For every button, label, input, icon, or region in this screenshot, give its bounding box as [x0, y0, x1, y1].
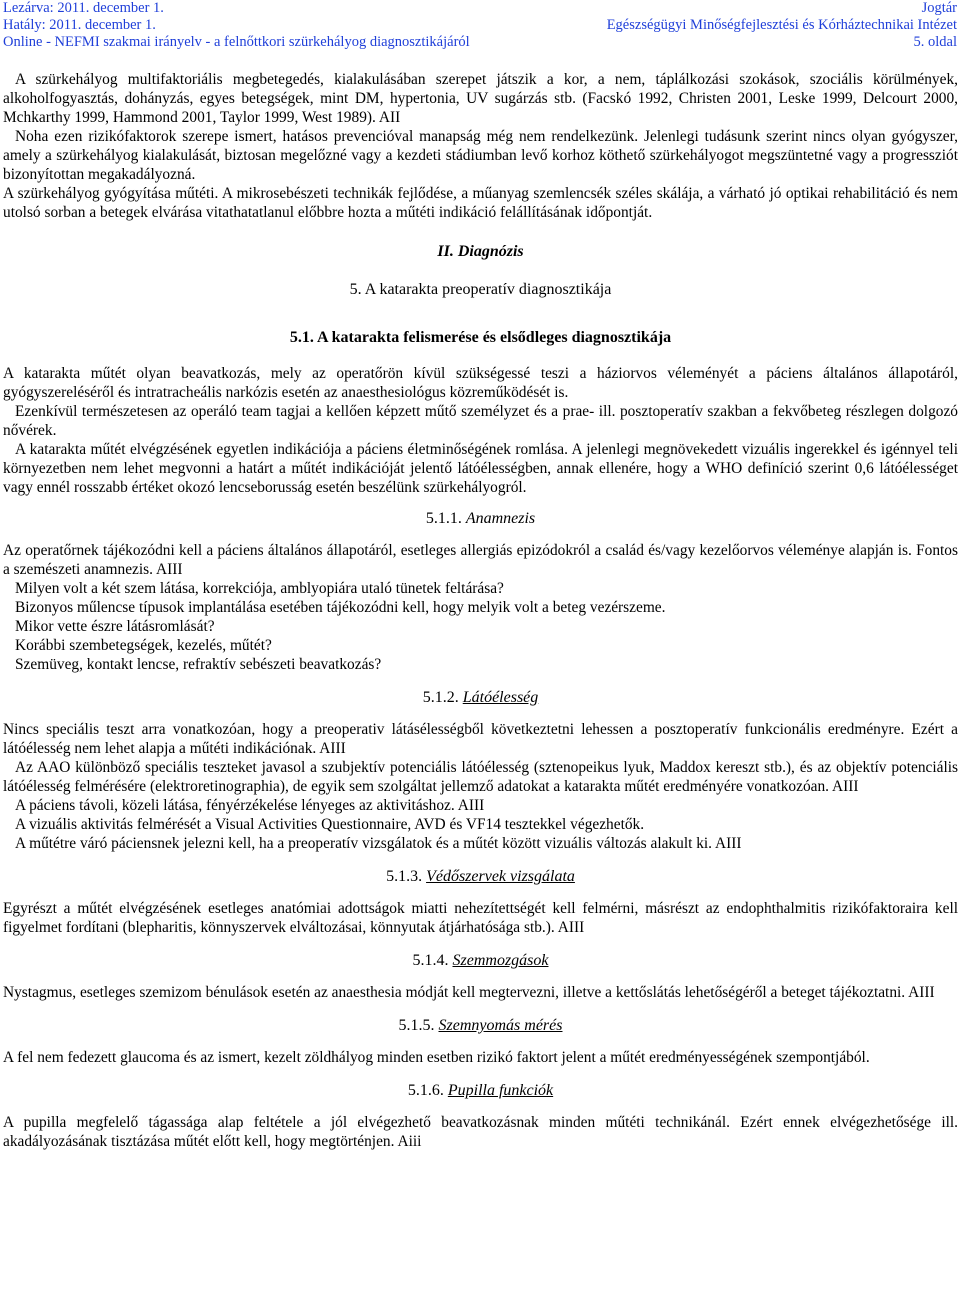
question-glasses: Szemüveg, kontakt lencse, refraktív sebészeti beavatkozás?	[15, 656, 382, 673]
paragraph-eye-movements: Nystagmus, esetleges szemizom bénulások esetén az anaesthesia módját kell megtervezni, illetve a kettőslátás lehetőségéről a beteget tájékoztatni. AIII	[3, 984, 935, 1001]
document-title: Online - NEFMI szakmai irányelv - a felnőttkori szürkehályog diagnosztikájáról	[3, 34, 470, 50]
paragraph-no-test: Nincs speciális teszt arra vonatkozóan, hogy a preoperativ látásélességből következtetni lehessen a posztoperatív funkcionális eredményre. Ezért a látóélesség nem lehet alapja a műtéti indikációnak. AIII	[3, 721, 958, 757]
paragraph-prevention: Noha ezen rizikófaktorok szerepe ismert, hatásos prevencióval manapság még nem rendelkezünk. Jelenlegi tudásunk szerint nincs olyan gyógyszer, amely a szürkehályog kialakulását, biztosan megelőzné vagy a kezdeti stádiumban levő korhoz köthető szürkehályogot megszüntetné vagy a progressziót bizonyítottan megakadályozná.	[3, 128, 958, 183]
document-body	[3, 62, 958, 1151]
paragraph-far-near-vision: A páciens távoli, közeli látása, fényérzékelése lényeges az aktivitáshoz. AIII	[15, 797, 485, 814]
question-eye-sight: Milyen volt a két szem látása, korrekciója, amblyopiára utaló tünetek feltárása?	[15, 580, 504, 597]
publisher-name: Jogtár	[921, 0, 957, 16]
effective-date: Hatály: 2011. december 1.	[3, 17, 156, 33]
paragraph-team: Ezenkívül természetesen az operáló team tagjai a kellően képzett műtő személyzet és a prae- ill. posztoperatív szakban a fekvőbeteg részlegen dolgozó nővérek.	[3, 403, 958, 439]
paragraph-eye-pressure: A fel nem fedezett glaucoma és az ismert, kezelt zöldhályog minden esetben rizikó faktort jelent a műtét eredményességének szempontjából.	[3, 1049, 870, 1066]
paragraph-visual-change: A műtétre váró páciensnek jelezni kell, ha a preoperatív vizsgálatok és a műtét között vizuális változás alakult ki. AIII	[15, 835, 742, 852]
heading-anamnesis-text: Anamnezis	[465, 510, 536, 527]
heading-pupil-functions: 5.1.6. Pupilla funkciók	[407, 1082, 554, 1099]
heading-protective-organs: 5.1.3. Védőszervek vizsgálata	[386, 868, 575, 885]
paragraph-surgical-treatment: A szürkehályog gyógyítása műtéti. A mikrosebészeti technikák fejlődése, a műanyag szemlencsék széles skálája, a várható jó optikai rehabilitáció és nem utolsó sorban a betegek elvárása vitathatatlanul előbbre hozta a műtéti indikáció felállításának időpontját.	[3, 185, 958, 221]
paragraph-visual-activity: A vizuális aktivitás felmérését a Visual Activities Questionnaire, AVD és VF14 tesztekkel végezhetők.	[15, 816, 645, 833]
paragraph-indication: A katarakta műtét elvégzésének egyetlen indikációja a páciens életminőségének romlása. A jelenlegi megnövekedett vizuális ingerekkel és igénnyel teli környezetben nem lehet megvonni a határt a műtét indikációját jelentő látóélességben, annak ellenére, hogy a WHO definíció szerint 0,6 látóélességet vagy ennél rosszabb értéket okozó lencseborusság esetén beszélünk szürkehályogról.	[3, 441, 958, 496]
heading-eye-movements: 5.1.4. Szemmozgások	[412, 952, 549, 969]
paragraph-pupil-functions: A pupilla megfelelő tágassága alap feltétele a jól elvégezhető beavatkozásnak minden műtéti technikánál. Ezért ennek elvégezhetősége ill. akadályozásának tisztázása műtét előtt kell, hogy megtörténjen. Aiii	[3, 1114, 958, 1150]
paragraph-risk-factors: A szürkehályog multifaktoriális megbetegedés, kialakulásában szerepet játszik a kor, a nem, táplálkozási szokások, szociális körülmények, alkoholfogyasztás, dohányzás, egyes betegségek, mint DM, hypertonia, UV sugárzás stb. (Facskó 1992, Christen 2001, Leske 1999, Delcourt 2000, Mchkarthy 1999, Hammond 2001, Taylor 1999, West 1989). AII	[3, 71, 958, 126]
paragraph-anamnesis: Az operatőrnek tájékozódni kell a páciens általános állapotáról, esetleges allergiás epizódokról a család és/vagy kezelőorvos véleménye alapján is. Fontos a szemészeti anamnezis. AIII	[3, 542, 958, 578]
heading-eye-pressure: 5.1.5. Szemnyomás mérés	[398, 1017, 563, 1034]
closing-date: Lezárva: 2011. december 1.	[3, 0, 164, 16]
question-dominant-eye: Bizonyos műlencse típusok implantálása esetében tájékozódni kell, hogy melyik volt a beteg vezérszeme.	[15, 599, 666, 616]
heading-visual-acuity: 5.1.2. Látóélesség	[422, 689, 539, 706]
institute-name: Egészségügyi Minőségfejlesztési és Kórháztechnikai Intézet	[606, 17, 957, 33]
paragraph-surgery-requirements: A katarakta műtét olyan beavatkozás, mely az operatőrön kívül szükségessé teszi a háziorvos véleményét a páciens általános állapotáról, gyógyszereléséről és intratracheális narkózis esetén az anaesthesiológus közreműködését is.	[3, 365, 958, 401]
heading-diagnosis: II. Diagnózis	[437, 243, 524, 260]
paragraph-protective-organs: Egyrészt a műtét elvégzésének esetleges anatómiai adottságok miatti nehezítettségét kell felmérni, másrészt az endophthalmitis rizikófaktoraira kell figyelmet fordítani (blepharitis, könnyszervek elváltozásai, könnyutak átjárhatósága stb.). AIII	[3, 900, 958, 936]
heading-anamnesis: 5.1.1. Anamnezis	[425, 510, 536, 527]
page-header	[0, 0, 960, 50]
heading-preoperative-diagnostics: 5. A katarakta preoperatív diagnosztikája	[349, 281, 612, 298]
question-vision-loss: Mikor vette észre látásromlását?	[15, 618, 215, 635]
heading-recognition: 5.1. A katarakta felismerése és elsődleges diagnosztikája	[289, 329, 672, 346]
page-number: 5. oldal	[913, 34, 957, 50]
question-previous-diseases: Korábbi szembetegségek, kezelés, műtét?	[15, 637, 272, 654]
paragraph-aao-tests: Az AAO különböző speciális teszteket javasol a szubjektív potenciális látóélesség (sztenopeikus lyuk, Maddox kereszt stb.), és az objektív potenciális látóélesség felmérésére (elektroretinographia), de egyik sem szolgáltat jellemző adatokat a katarakta műtét eredményére vonatkozóan. AIII	[3, 759, 958, 795]
